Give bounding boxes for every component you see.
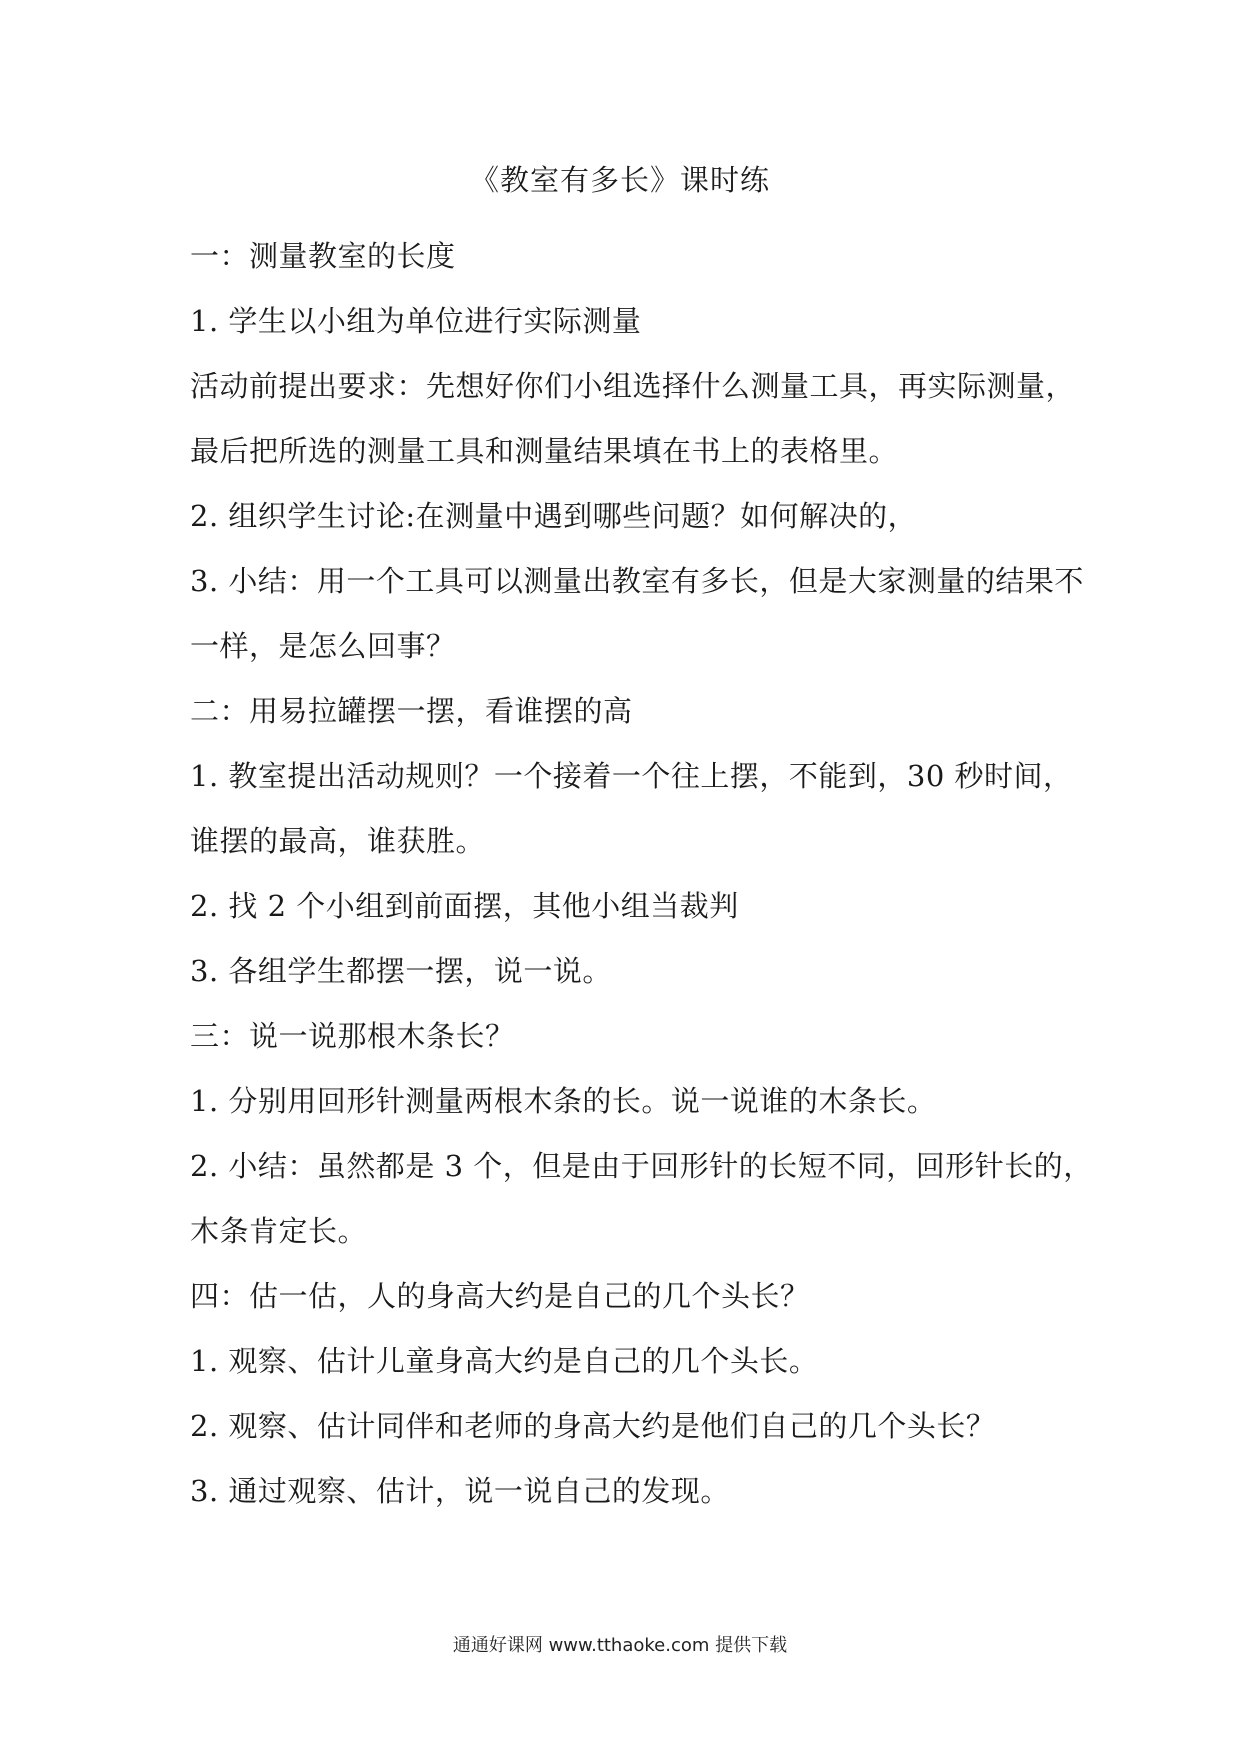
paragraph-line: 3. 各组学生都摆一摆，说一说。 <box>190 954 612 988</box>
paragraph-line: 3. 小结：用一个工具可以测量出教室有多长，但是大家测量的结果不 <box>190 564 1084 598</box>
paragraph-line: 2. 观察、估计同伴和老师的身高大约是他们自己的几个头长？ <box>190 1409 996 1443</box>
paragraph-line: 最后把所选的测量工具和测量结果填在书上的表格里。 <box>190 434 899 468</box>
paragraph-line: 1. 分别用回形针测量两根木条的长。说一说谁的木条长。 <box>190 1084 937 1118</box>
section-heading: 四：估一估，人的身高大约是自己的几个头长？ <box>190 1279 810 1313</box>
section-heading: 二：用易拉罐摆一摆，看谁摆的高 <box>190 694 633 728</box>
page-footer: 通通好课网 www.tthaoke.com 提供下载 <box>452 1635 788 1656</box>
paragraph-line: 一样，是怎么回事？ <box>190 629 456 663</box>
paragraph-line: 活动前提出要求：先想好你们小组选择什么测量工具，再实际测量， <box>190 369 1076 403</box>
paragraph-line: 2. 组织学生讨论:在测量中遇到哪些问题？如何解决的， <box>190 499 918 533</box>
paragraph-line: 3. 通过观察、估计，说一说自己的发现。 <box>190 1474 730 1508</box>
document-body <box>190 224 1093 1524</box>
paragraph-line: 木条肯定长。 <box>190 1214 368 1248</box>
paragraph-line: 谁摆的最高，谁获胜。 <box>190 824 486 858</box>
page-title: 《教室有多长》课时练 <box>469 163 770 197</box>
paragraph-line: 1. 学生以小组为单位进行实际测量 <box>190 304 642 338</box>
paragraph-line: 2. 小结：虽然都是 3 个，但是由于回形针的长短不同，回形针长的， <box>190 1149 1093 1183</box>
paragraph-line: 1. 观察、估计儿童身高大约是自己的几个头长。 <box>190 1344 819 1378</box>
paragraph-line: 2. 找 2 个小组到前面摆，其他小组当裁判 <box>190 889 739 923</box>
section-heading: 一：测量教室的长度 <box>190 239 456 273</box>
paragraph-line: 1. 教室提出活动规则？一个接着一个往上摆，不能到，30 秒时间， <box>190 759 1073 793</box>
section-heading: 三：说一说那根木条长？ <box>190 1019 515 1053</box>
